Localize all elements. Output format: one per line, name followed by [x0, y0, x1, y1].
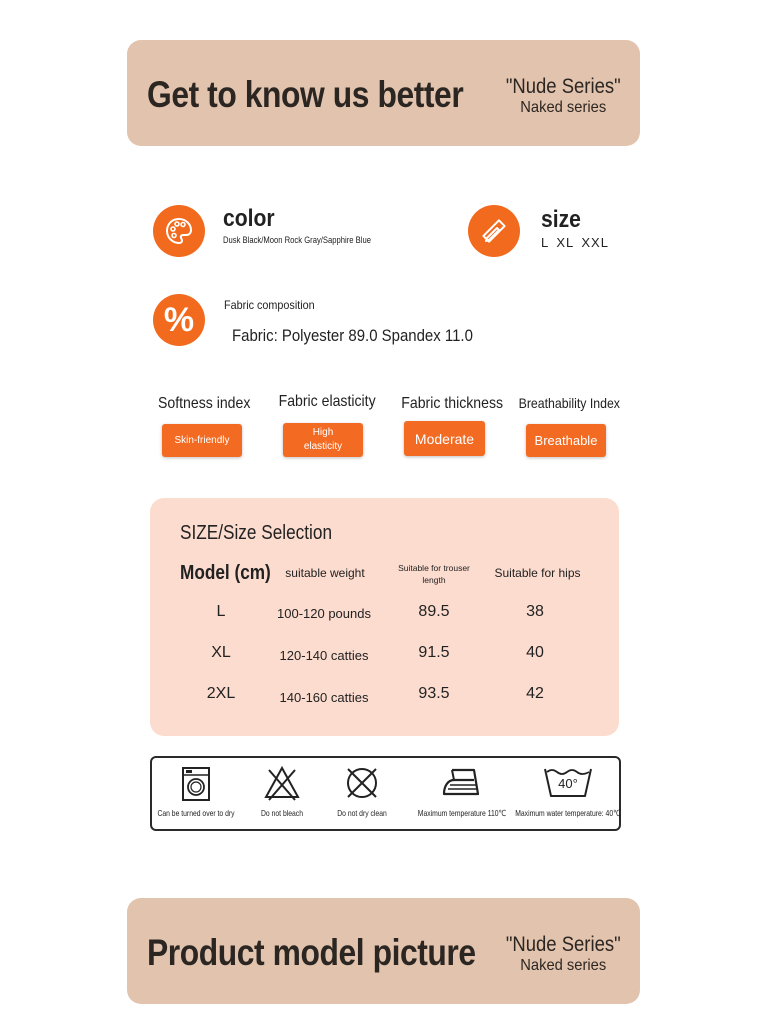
series-name: "Nude Series": [505, 75, 621, 98]
series-subtitle: Naked series: [519, 99, 606, 116]
palette-icon: [153, 205, 205, 257]
index-label-thickness: Fabric thickness: [401, 395, 504, 412]
care-item-wash-tub: [515, 764, 621, 818]
header-length-line: Suitable for trouser: [398, 563, 470, 573]
cell-weight: 100-120 pounds: [277, 606, 371, 621]
care-item-no-bleach: [256, 764, 308, 818]
care-label: Do not dry clean: [337, 808, 387, 818]
cell-hips: 38: [526, 603, 544, 620]
color-title: color: [223, 205, 275, 232]
no-bleach-icon: [263, 764, 301, 802]
header-length: [390, 562, 478, 586]
index-value-text: High: [312, 427, 334, 438]
ruler-pencil-icon: [468, 205, 520, 257]
cell-model: XL: [211, 644, 231, 661]
care-label: Maximum temperature 110℃: [417, 808, 507, 818]
footer-series: [498, 934, 628, 976]
color-options: Dusk Black/Moon Rock Gray/Sapphire Blue: [223, 235, 371, 245]
header-hips: Suitable for hips: [494, 566, 581, 580]
header-length-line: length: [422, 575, 446, 585]
header-banner: [127, 40, 640, 146]
index-label-softness: Softness index: [158, 395, 251, 412]
washing-machine-icon: [181, 766, 211, 802]
cell-weight: 120-140 catties: [279, 648, 369, 663]
index-value-text: Moderate: [414, 430, 475, 447]
fabric-label: Fabric composition: [224, 298, 315, 312]
size-table-title: SIZE/Size Selection: [180, 522, 333, 544]
care-label: Do not bleach: [261, 808, 303, 818]
series-name: "Nude Series": [505, 933, 621, 956]
cell-length: 93.5: [418, 685, 450, 702]
cell-length: 91.5: [418, 644, 450, 661]
care-item-no-dry-clean: [336, 764, 388, 818]
index-value-text: elasticity: [303, 441, 343, 452]
wash-temperature: 40°: [558, 776, 578, 791]
iron-icon: [440, 764, 484, 800]
wash-tub-icon: [543, 764, 593, 800]
care-label: Maximum water temperature: 40℃: [515, 808, 621, 818]
size-options: L XL XXL: [541, 235, 609, 250]
no-dry-clean-icon: [343, 764, 381, 802]
care-instructions: [150, 756, 621, 831]
index-label-breathability: Breathability Index: [518, 395, 620, 411]
care-item-machine-wash: [157, 764, 235, 818]
index-value-breathability: [526, 424, 606, 457]
series-subtitle: Naked series: [519, 957, 606, 974]
fabric-value: Fabric: Polyester 89.0 Spandex 11.0: [232, 326, 473, 345]
index-value-text: Breathable: [534, 433, 598, 448]
banner-series: [498, 76, 628, 118]
cell-weight: 140-160 catties: [279, 690, 369, 705]
banner-title: Get to know us better: [147, 74, 464, 115]
header-weight: suitable weight: [285, 566, 365, 580]
index-value-thickness: [404, 421, 485, 456]
care-label: Can be turned over to dry: [157, 808, 235, 818]
index-value-softness: [162, 424, 242, 457]
index-label-elasticity: Fabric elasticity: [278, 393, 376, 410]
cell-hips: 42: [526, 685, 544, 702]
footer-banner: [127, 898, 640, 1004]
index-value-text: Skin-friendly: [174, 435, 230, 446]
size-title: size: [541, 206, 581, 233]
cell-hips: 40: [526, 644, 544, 661]
cell-length: 89.5: [418, 603, 450, 620]
index-value-elasticity: [283, 423, 363, 457]
size-table-panel: [150, 498, 619, 736]
percent-icon: %: [153, 294, 205, 346]
cell-model: L: [216, 603, 226, 620]
footer-title: Product model picture: [147, 932, 476, 973]
header-model: Model (cm): [180, 562, 271, 584]
care-item-iron: [417, 764, 507, 818]
cell-model: 2XL: [206, 685, 236, 702]
